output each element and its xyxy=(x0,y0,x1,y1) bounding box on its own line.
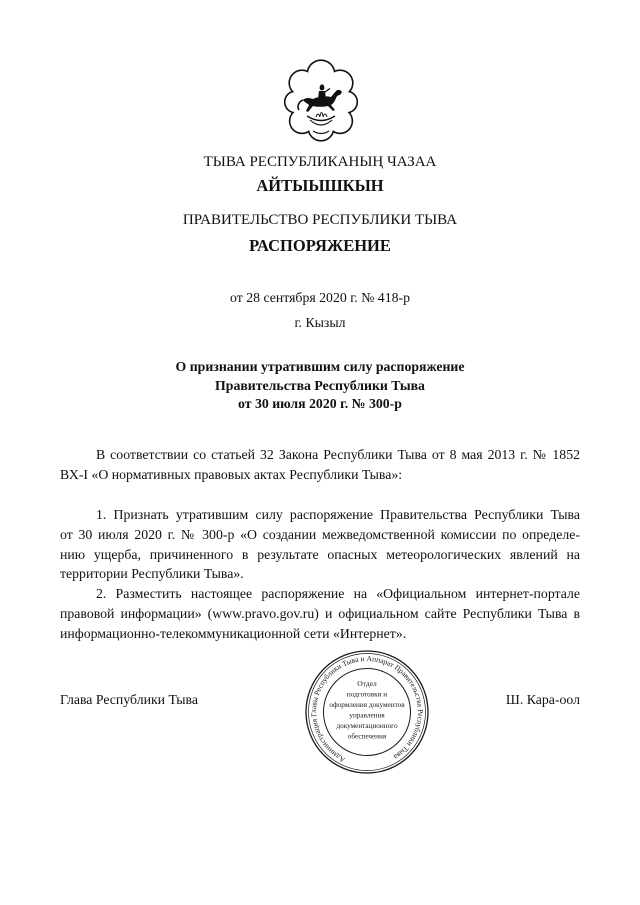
document-date-number: от 28 сентября 2020 г. № 418-р xyxy=(230,290,410,305)
signature-name: Ш. Кара-оол xyxy=(505,692,580,707)
stamp-center-line: документационного xyxy=(336,722,398,730)
item-1-line: 1. Признать утратившим силу распоряжение Правительства Республики Тыва xyxy=(96,507,580,522)
document-type-russian: РАСПОРЯЖЕНИЕ xyxy=(249,236,391,255)
document-title-line: Правительства Республики Тыва xyxy=(215,377,425,393)
document-title-line: О признании утратившим силу распоряжение xyxy=(175,359,465,374)
paragraph-line: В соответствии со статьей 32 Закона Республики Тыва от 8 мая 2013 г. № 1852 xyxy=(96,447,580,462)
stamp-center-line: управления xyxy=(349,711,385,720)
document-title xyxy=(0,358,640,414)
coat-of-arms-emblem xyxy=(283,59,359,143)
official-stamp xyxy=(304,649,430,775)
item-1-line: от 30 июля 2020 г. № 300-р «О создании межведомственной комиссии по определе- xyxy=(60,526,580,542)
stamp-center-line: обеспечения xyxy=(347,732,387,741)
stamp-center-line: Отдел xyxy=(357,679,377,688)
document-title-line: от 30 июля 2020 г. № 300-р xyxy=(238,396,402,411)
item-2-line: правовой информации» (www.pravo.gov.ru) и официальном сайте Республики Тыва в xyxy=(60,605,580,621)
item-2-line: информационно-телекоммуникационной сети «Интернет». xyxy=(60,625,407,641)
preamble-paragraph xyxy=(60,445,580,485)
government-name-russian: ПРАВИТЕЛЬСТВО РЕСПУБЛИКИ ТЫВА xyxy=(182,212,458,228)
stamp-center-line: оформления документов xyxy=(329,701,405,709)
item-1-line: территории Республики Тыва». xyxy=(60,566,244,582)
signature-position: Глава Республики Тыва xyxy=(60,692,198,707)
paragraph-line: ВХ-I «О нормативных правовых актах Республики Тыва»: xyxy=(60,466,403,482)
document-city: г. Кызыл xyxy=(294,315,346,330)
item-2-line: 2. Разместить настоящее распоряжение на «Официальном интернет-портале xyxy=(96,586,580,602)
stamp-center-line: подготовки и xyxy=(346,690,388,699)
stamp-ring-text: Администрация Главы Республики Тыва и Аппарат Правительства Республики Тыва xyxy=(308,653,426,765)
government-name-tuvan: ТЫВА РЕСПУБЛИКАНЫҢ ЧАЗАА xyxy=(203,154,437,170)
item-1-line: нию ущерба, причиненного в результате опасных метеорологических явлений на xyxy=(60,546,580,562)
document-type-tuvan: АЙТЫЫШКЫН xyxy=(256,176,384,195)
operative-items xyxy=(60,505,580,644)
stamp-ring-label xyxy=(309,654,425,765)
